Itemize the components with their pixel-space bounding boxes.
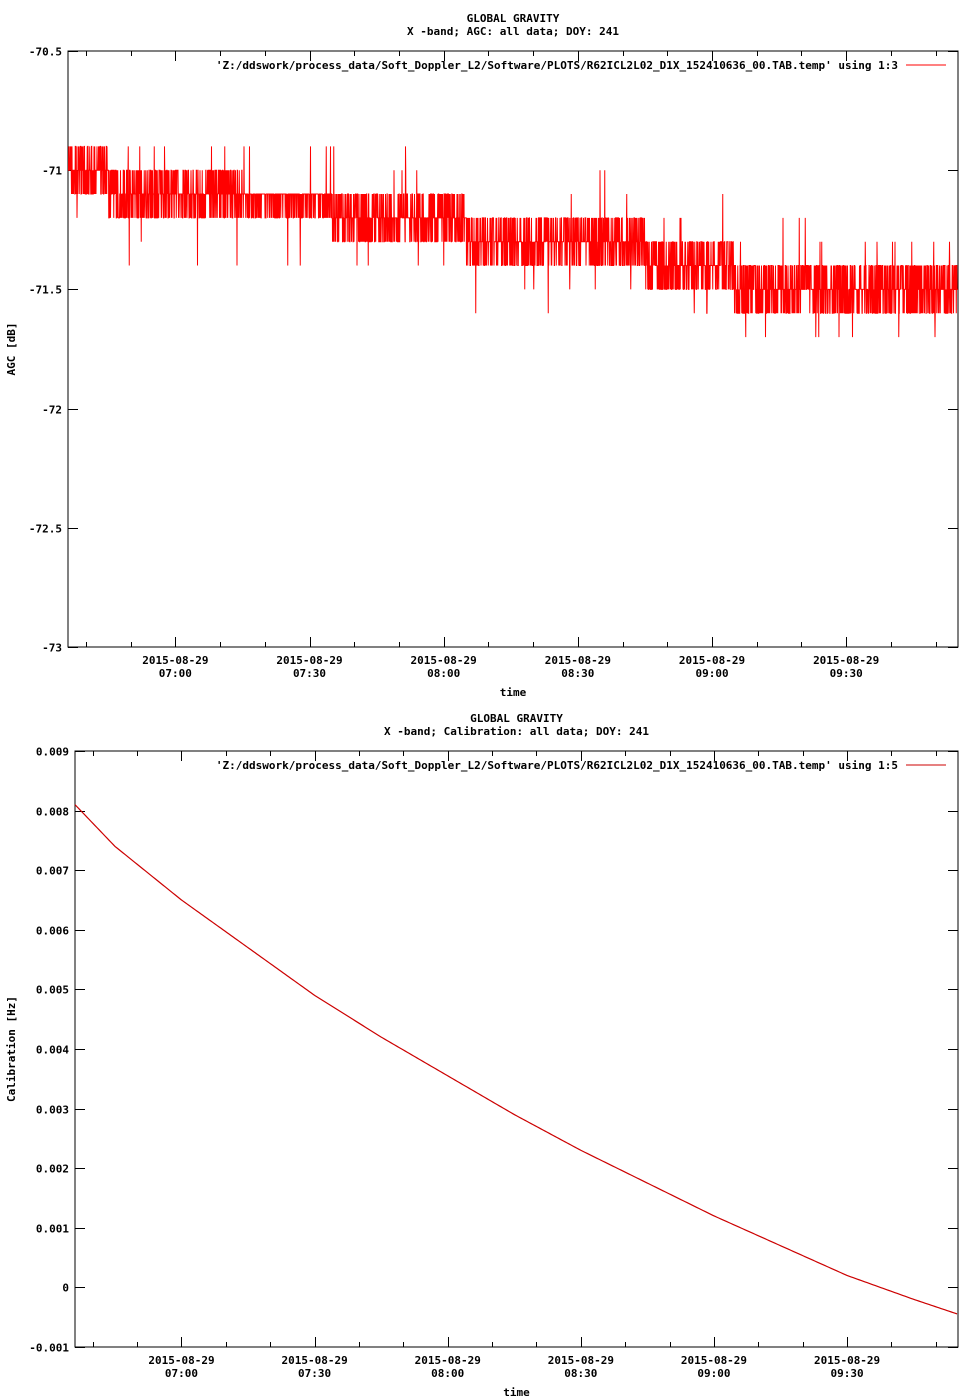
- x-axis-label: time: [499, 686, 527, 699]
- series-line: [75, 805, 957, 1314]
- y-tick-label: 0.007: [35, 864, 69, 878]
- legend-label: 'Z:/ddswork/process_data/Soft_Doppler_L2/Software/PLOTS/R62ICL2L02_D1X_152410636_00.TAB.temp' using 1:5: [215, 759, 898, 772]
- x-tick-label-time: 07:30: [298, 1367, 332, 1380]
- x-tick-label-date: 2015-08-29: [414, 1354, 481, 1367]
- x-tick-label-time: 08:30: [564, 1367, 598, 1380]
- chart-title: GLOBAL GRAVITY: [466, 12, 560, 25]
- x-tick-label-time: 08:00: [427, 667, 461, 680]
- plot-frame: [68, 51, 958, 647]
- y-tick-label: 0.003: [35, 1103, 69, 1117]
- x-tick-label-date: 2015-08-29: [142, 654, 209, 667]
- legend-label: 'Z:/ddswork/process_data/Soft_Doppler_L2/Software/PLOTS/R62ICL2L02_D1X_152410636_00.TAB.temp' using 1:3: [215, 59, 898, 72]
- y-tick-label: 0: [62, 1281, 69, 1295]
- x-tick-label-date: 2015-08-29: [680, 1354, 748, 1367]
- x-tick-label-date: 2015-08-29: [544, 654, 611, 667]
- x-tick-label-date: 2015-08-29: [678, 654, 746, 667]
- chart-title: GLOBAL GRAVITY: [470, 712, 563, 725]
- x-tick-label-date: 2015-08-29: [813, 1354, 881, 1367]
- y-axis-label: Calibration [Hz]: [5, 996, 18, 1102]
- x-tick-label-time: 07:00: [158, 667, 192, 680]
- y-tick-label: -73: [42, 641, 62, 655]
- x-tick-label-time: 08:30: [561, 667, 595, 680]
- y-axis-label: AGC [dB]: [5, 322, 18, 376]
- x-tick-label-date: 2015-08-29: [547, 1354, 614, 1367]
- x-tick-label-time: 08:00: [431, 1367, 465, 1380]
- chart-subtitle: X -band; AGC: all data; DOY: 241: [407, 25, 619, 38]
- y-tick-label: -70.5: [28, 45, 62, 59]
- x-tick-label-time: 07:00: [164, 1367, 199, 1380]
- y-tick-label: 0.006: [35, 924, 69, 938]
- y-tick-label: -71: [42, 164, 62, 178]
- x-tick-label-date: 2015-08-29: [281, 1354, 348, 1367]
- chart-1: [5, 12, 958, 699]
- y-tick-label: 0.004: [35, 1043, 69, 1057]
- x-tick-label-date: 2015-08-29: [813, 654, 880, 667]
- y-tick-label: 0.008: [35, 805, 69, 819]
- series-line: [68, 146, 958, 337]
- x-tick-label-time: 07:30: [292, 667, 327, 680]
- x-tick-label-time: 09:00: [697, 1367, 731, 1380]
- y-tick-label: -72.5: [28, 522, 62, 536]
- x-tick-label-time: 09:00: [695, 667, 729, 680]
- y-tick-label: 0.005: [35, 983, 69, 997]
- chart-subtitle: X -band; Calibration: all data; DOY: 241: [384, 725, 649, 738]
- plot-frame: [75, 751, 958, 1347]
- x-tick-label-date: 2015-08-29: [276, 654, 343, 667]
- y-tick-label: 0.009: [35, 745, 69, 759]
- y-tick-label: -0.001: [29, 1341, 69, 1355]
- y-tick-label: -71.5: [28, 283, 62, 297]
- chart-2: [5, 712, 958, 1399]
- x-tick-label-date: 2015-08-29: [410, 654, 477, 667]
- y-tick-label: -72: [42, 403, 62, 417]
- y-tick-label: 0.002: [35, 1162, 69, 1176]
- y-tick-label: 0.001: [35, 1222, 69, 1236]
- x-tick-label-time: 09:30: [830, 1367, 864, 1380]
- x-tick-label-date: 2015-08-29: [148, 1354, 215, 1367]
- x-tick-label-time: 09:30: [829, 667, 863, 680]
- x-axis-label: time: [503, 1386, 530, 1399]
